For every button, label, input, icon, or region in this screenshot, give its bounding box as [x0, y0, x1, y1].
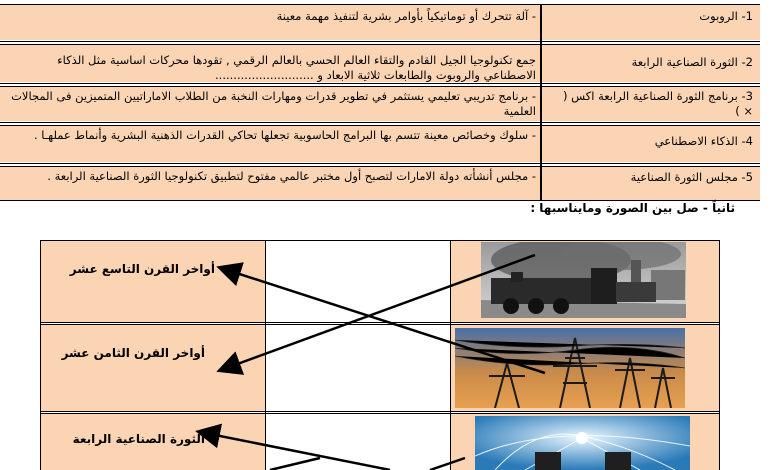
term-cell: 1- الروبوت: [699, 9, 753, 23]
definition-cell: جمع تكنولوجيا الجيل القادم والتقاء العالم الحسي بالعالم الرقمي , تقودها محركات اساسية مثل الذكاء الاصطناعي والروبوت والطابعات ثلاثية الابعاد و ...........................: [57, 53, 536, 82]
term-cell: 2- الثورة الصناعية الرابعة: [631, 55, 753, 69]
arrow-extra-line: [430, 458, 465, 470]
era-label: أواخر القرن التاسع عشر: [69, 262, 215, 276]
arrow-pylons-to-18th: [221, 255, 535, 370]
term-cell: 5- مجلس الثورة الصناعية: [630, 170, 753, 184]
era-label: أواخر القرن الثامن عشر: [61, 346, 205, 360]
definition-cell: - برنامج تدريبي تعليمي يستثمر في تطوير قدرات ومهارات النخبة من الطلاب الاماراتيين المتميزين فى المجالات العلمية: [11, 89, 536, 118]
definition-cell: - سلوك وخصائص معينة تتسم بها البرامج الحاسوبية تجعلها تحاكي القدرات الذهنية البشرية وأنماط عملهـا .: [33, 128, 536, 142]
section-heading: ثانياً - صل بين الصورة ومايناسبها :: [530, 201, 735, 215]
era-label: الثورة الصناعية الرابعة: [72, 432, 205, 446]
arrow-extra-line: [270, 458, 320, 470]
term-cell: 4- الذكاء الاصطناعي: [654, 134, 753, 148]
arrow-train-to-19th: [221, 268, 545, 373]
definition-cell: - آلة تتحرك أو توماتيكياً بأوامر بشرية لتنفيذ مهمة معينة: [276, 9, 536, 23]
term-cell: 3- برنامج الثورة الصناعية الرابعة اكس ( × ): [562, 89, 753, 118]
definition-cell: - مجلس أنشأته دولة الامارات لتصبح أول مختبر عالمي مفتوح لتطبيق تكنولوجيا الثورة الصناعية الرابعة .: [47, 169, 536, 183]
